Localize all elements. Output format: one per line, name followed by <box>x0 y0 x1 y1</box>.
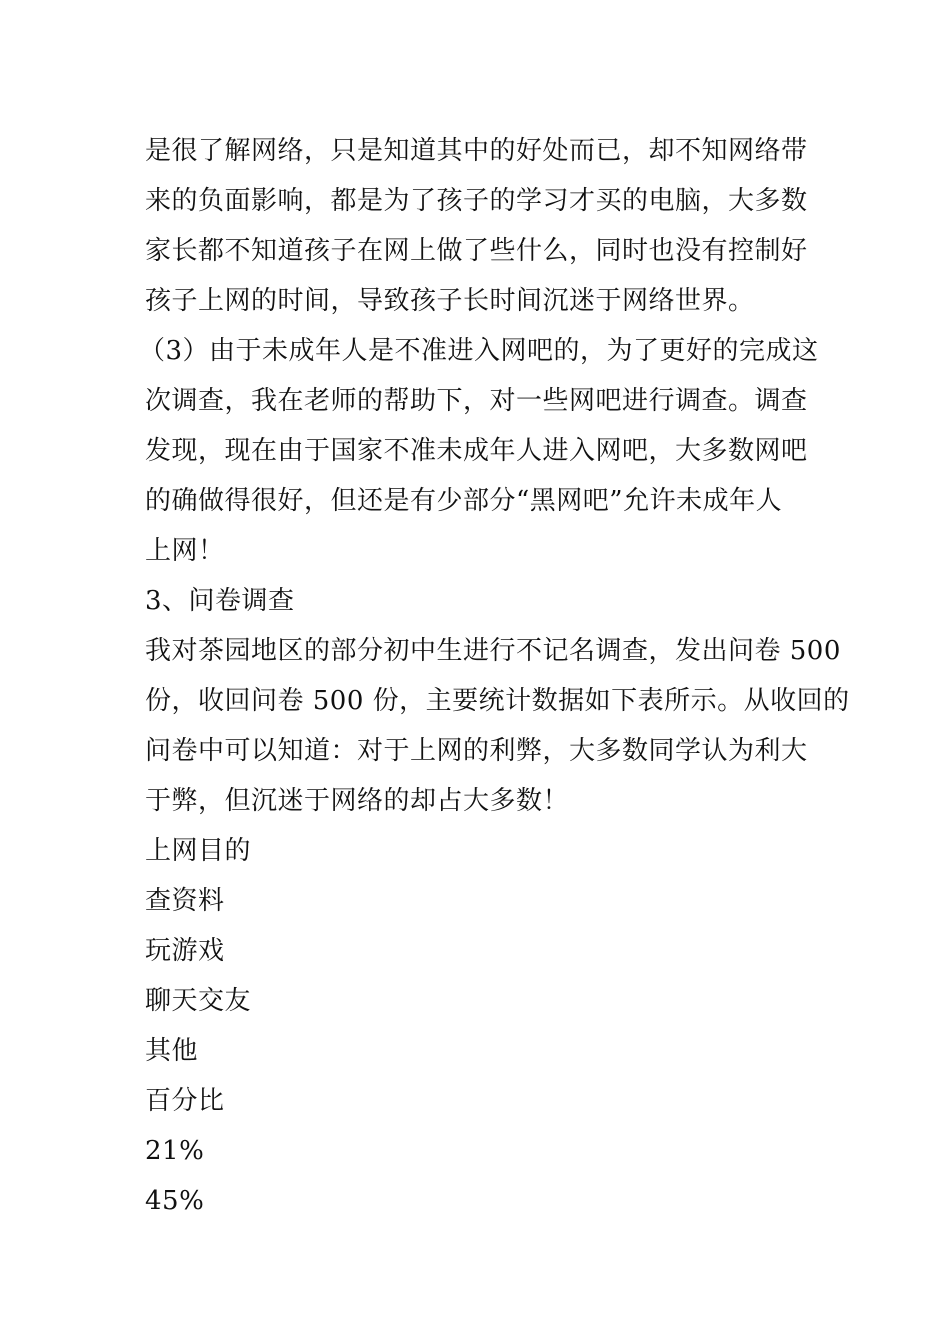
text-line: 的确做得很好，但还是有少部分“黑网吧”允许未成年人 <box>145 486 783 516</box>
survey-table-flattened <box>145 826 815 1226</box>
table-value: 45% <box>145 1186 205 1216</box>
text-line: 来的负面影响，都是为了孩子的学习才买的电脑，大多数 <box>145 186 808 216</box>
section-heading-questionnaire <box>145 576 815 626</box>
text-line: 次调查，我在老师的帮助下，对一些网吧进行调查。调查 <box>145 386 808 416</box>
paragraph-internet-cafe-survey <box>139 326 819 576</box>
table-category: 其他 <box>145 1036 199 1066</box>
text-line: 上网！ <box>145 536 225 566</box>
table-category: 聊天交友 <box>145 986 252 1016</box>
paragraph-questionnaire-results <box>145 626 850 826</box>
text-line: （3）由于未成年人是不准进入网吧的，为了更好的完成这 <box>139 336 819 366</box>
document-body <box>139 126 850 1226</box>
text-line: 于弊，但沉迷于网络的却占大多数！ <box>145 786 570 816</box>
text-line: 发现，现在由于国家不准未成年人进入网吧，大多数网吧 <box>145 436 808 466</box>
text-line: 家长都不知道孩子在网上做了些什么，同时也没有控制好 <box>145 236 808 266</box>
table-category: 查资料 <box>145 886 225 916</box>
section-heading: 3、问卷调查 <box>145 586 295 616</box>
text-line: 孩子上网的时间，导致孩子长时间沉迷于网络世界。 <box>145 286 755 316</box>
table-header-purpose: 上网目的 <box>145 836 252 866</box>
table-value: 21% <box>145 1136 205 1166</box>
table-header-percentage: 百分比 <box>145 1086 225 1116</box>
text-line: 份，收回问卷 500 份，主要统计数据如下表所示。从收回的 <box>145 686 850 716</box>
text-line: 我对茶园地区的部分初中生进行不记名调查，发出问卷 500 <box>145 636 841 666</box>
text-line: 问卷中可以知道：对于上网的利弊，大多数同学认为利大 <box>145 736 808 766</box>
table-category: 玩游戏 <box>145 936 225 966</box>
text-line: 是很了解网络，只是知道其中的好处而已，却不知网络带 <box>145 136 808 166</box>
paragraph-parent-awareness <box>145 126 815 326</box>
